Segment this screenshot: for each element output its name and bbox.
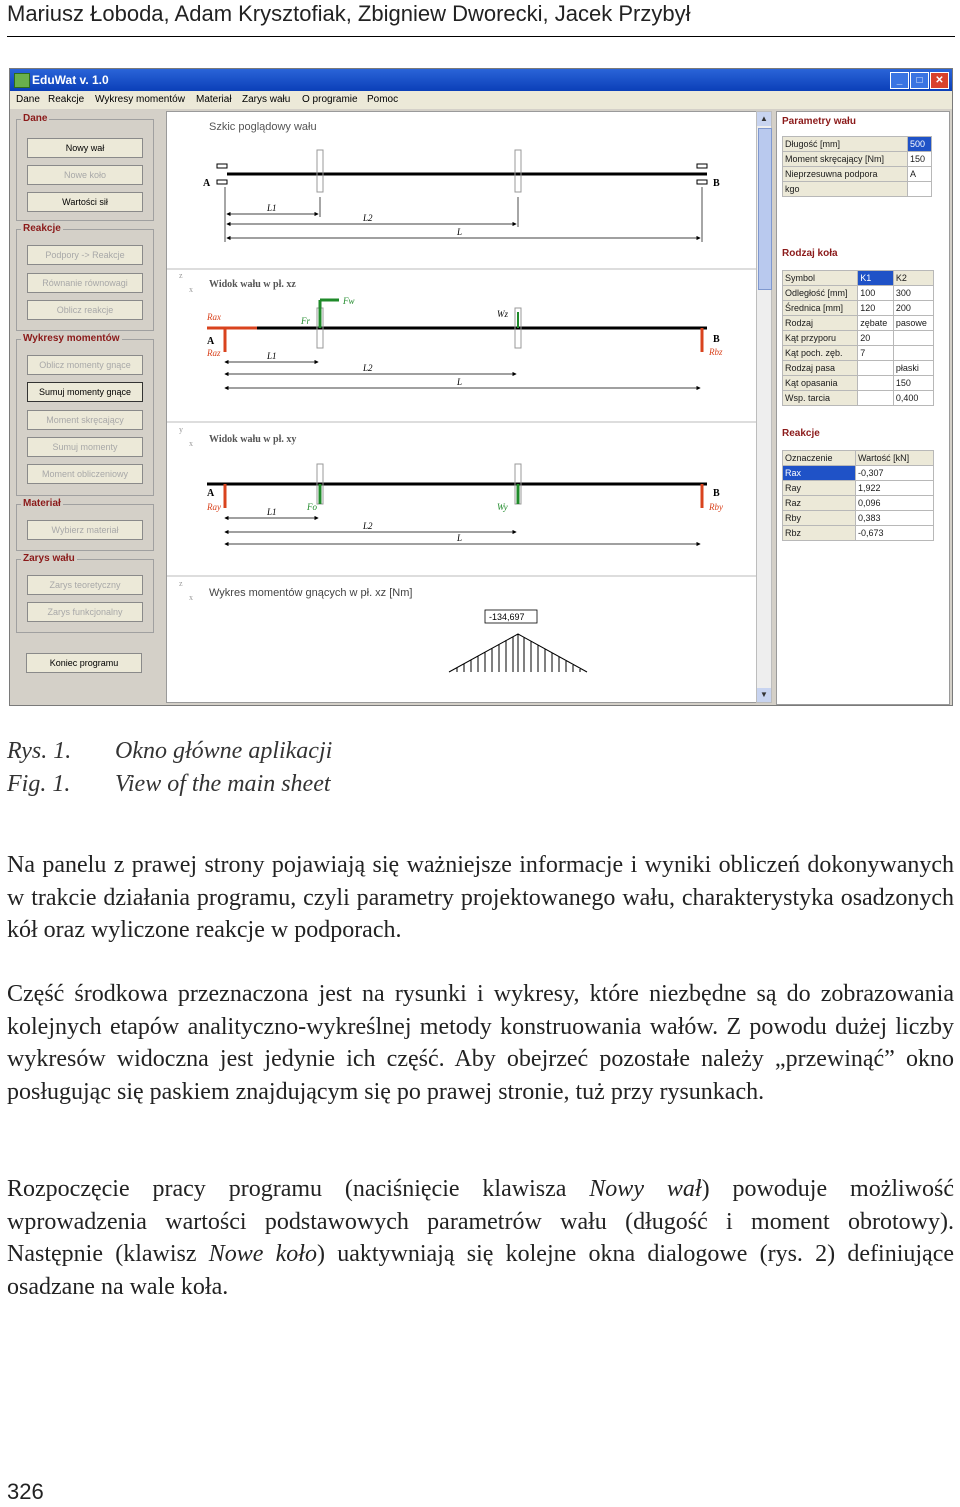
label-wz: Wz: [497, 309, 508, 319]
xz-support-b: B: [713, 334, 720, 345]
wheel-prop: Kąt poch. zęb.: [783, 346, 858, 361]
wheel-prop: Kąt przyporu: [783, 331, 858, 346]
wheel-prop: Rodzaj: [783, 316, 858, 331]
wybierz-material-button[interactable]: Wybierz materiał: [27, 520, 143, 540]
wheel-k2-value[interactable]: [893, 346, 933, 361]
caption-label-en: Fig. 1.: [7, 771, 71, 797]
canvas-scrollbar[interactable]: [756, 111, 772, 703]
wheel-k2-value[interactable]: 200: [893, 301, 933, 316]
wheel-k1-value[interactable]: 100: [858, 286, 894, 301]
menu-zarys[interactable]: Zarys wału: [242, 94, 291, 105]
paragraph-1: Na panelu z prawej strony pojawiają się ważniejsze informacje i wyniki obliczeń dokonywanych w trakcie działania programu, czyli parametry projektowanego wału, charakterystyka osadzonych kół oraz wyliczone reakcje w podporach.: [7, 852, 954, 943]
figure-caption-en: [7, 771, 331, 798]
xz-support-a: A: [207, 336, 215, 347]
wheel-prop: Wsp. tarcia: [783, 391, 858, 406]
label-wy: Wy: [497, 502, 508, 512]
dim-l2: L2: [363, 213, 373, 223]
xy-view-title: Widok wału w pł. xy: [209, 434, 297, 445]
reactions-header: Oznaczenie: [783, 451, 856, 466]
xz-dim-l1: L1: [267, 351, 277, 361]
group-reakcje: [16, 223, 154, 331]
param-value[interactable]: 500: [907, 137, 931, 152]
reaction-symbol[interactable]: Ray: [783, 481, 856, 496]
wheel-k1-value[interactable]: 20: [858, 331, 894, 346]
table-row: [783, 271, 934, 286]
reaction-symbol[interactable]: Rax: [783, 466, 856, 481]
wheel-k2-value[interactable]: płaski: [893, 361, 933, 376]
title-bar: [10, 69, 952, 91]
support-a-label: A: [203, 178, 211, 189]
table-row: [783, 301, 934, 316]
wheel-prop: Symbol: [783, 271, 858, 286]
xz-dim-l2: L2: [363, 363, 373, 373]
wheel-k2-value[interactable]: 150: [893, 376, 933, 391]
wheel-k2-value[interactable]: 300: [893, 286, 933, 301]
group-label-zarys: Zarys wału: [23, 553, 75, 564]
param-name: Moment skręcający [Nm]: [783, 152, 908, 167]
wheel-prop: Odległość [mm]: [783, 286, 858, 301]
reaction-symbol[interactable]: Rbz: [783, 526, 856, 541]
caption-text-en: View of the main sheet: [115, 771, 331, 797]
table-row: [783, 451, 934, 466]
reaction-value: -0,307: [855, 466, 933, 481]
dim-l1: L1: [267, 203, 277, 213]
group-label-material: Materiał: [23, 498, 61, 509]
sumuj-momenty-gnace-button[interactable]: Sumuj momenty gnące: [27, 382, 143, 402]
param-name: Nieprzesuwna podpora: [783, 167, 908, 182]
paragraph-3-emphasis: Nowe koło: [208, 1241, 317, 1267]
minimize-icon[interactable]: _: [890, 72, 909, 89]
scroll-thumb[interactable]: [758, 128, 772, 290]
sumuj-momenty-button[interactable]: Sumuj momenty: [27, 437, 143, 457]
label-ray: Ray: [207, 502, 221, 512]
page-number: 326: [7, 1479, 44, 1504]
xz-dim-l: L: [457, 377, 463, 387]
axis-y-label-2: y: [179, 425, 183, 434]
reaction-value: 0,096: [855, 496, 933, 511]
axis-x-label-3: x: [189, 593, 193, 602]
reaction-symbol[interactable]: Raz: [783, 496, 856, 511]
wheel-k1-value[interactable]: 120: [858, 301, 894, 316]
nowe-kolo-button[interactable]: Nowe koło: [27, 165, 143, 185]
support-b-label: B: [713, 178, 720, 189]
menu-material[interactable]: Materiał: [196, 94, 232, 105]
close-icon[interactable]: ✕: [930, 72, 949, 89]
param-value[interactable]: 150: [907, 152, 931, 167]
wheel-k2-value[interactable]: 0,400: [893, 391, 933, 406]
label-fo: Fo: [307, 502, 317, 512]
reactions-header: Wartość [kN]: [855, 451, 933, 466]
right-panel: [776, 111, 950, 705]
params-title: Parametry wału: [782, 116, 856, 127]
wheel-k1-value[interactable]: K1: [858, 271, 894, 286]
table-row: [783, 496, 934, 511]
caption-text-pl: Okno główne aplikacji: [115, 738, 333, 764]
paragraph-3-part: ) uaktywniają się kolejne okna dialogowe (rys. 2) definiujące osadzane na wale koła.: [7, 1241, 954, 1300]
label-rby: Rby: [709, 502, 723, 512]
param-name: Długość [mm]: [783, 137, 908, 152]
table-row: [783, 316, 934, 331]
paragraph-2: Część środkowa przeznaczona jest na rysunki i wykresy, które niezbędne są do zobrazowania kolejnych etapów analityczno-wykreślnej metody konstruowania wałów. Z powodu dużej liczby wykresów widoczna jest jedynie ich część. Aby obejrzeć pozostałe należy „przewinąć” okno posługując się paskiem znajdującym się po prawej stronie, tuż przy rysunkach.: [7, 981, 954, 1105]
app-window: [9, 68, 953, 706]
table-row: [783, 331, 934, 346]
xy-dim-l2: L2: [363, 521, 373, 531]
group-label-dane: Dane: [23, 113, 48, 124]
param-value[interactable]: A: [907, 167, 931, 182]
table-row: [783, 466, 934, 481]
table-row: [783, 152, 932, 167]
paragraph-3: [7, 1173, 954, 1303]
paragraph-3-emphasis: Nowy wał: [589, 1176, 702, 1202]
oblicz-reakcje-button[interactable]: Oblicz reakcje: [27, 300, 143, 320]
wheel-k1-value[interactable]: [858, 376, 894, 391]
label-rbz: Rbz: [709, 347, 723, 357]
running-header: Mariusz Łoboda, Adam Krysztofiak, Zbigniew Dworecki, Jacek Przybył: [7, 0, 955, 37]
table-row: [783, 137, 932, 152]
figure-caption-pl: [7, 738, 333, 765]
wheel-prop: Kąt opasania: [783, 376, 858, 391]
zarys-funkcjonalny-button[interactable]: Zarys funkcjonalny: [27, 602, 143, 622]
wheels-table: [782, 270, 934, 406]
rownanie-rownowagi-button[interactable]: Równanie równowagi: [27, 273, 143, 293]
label-fr: Fr: [301, 316, 310, 326]
table-row: [783, 511, 934, 526]
podpory-reakcje-button[interactable]: Podpory -> Reakcje: [27, 245, 143, 265]
wheel-k2-value[interactable]: K2: [893, 271, 933, 286]
moment-value: -134,697: [489, 612, 525, 622]
group-label-reakcje: Reakcje: [23, 223, 61, 234]
axis-x-label-1: x: [189, 285, 193, 294]
wheel-prop: Rodzaj pasa: [783, 361, 858, 376]
drawing-svg: [167, 112, 757, 702]
axis-z-label-1: z: [179, 271, 183, 280]
reactions-title: Reakcje: [782, 428, 820, 439]
drawing-canvas: [166, 111, 758, 703]
sketch-title: Szkic poglądowy wału: [209, 121, 317, 133]
axis-x-label-2: x: [189, 439, 193, 448]
wheel-k1: [317, 150, 323, 192]
bearing-a: [217, 164, 227, 184]
wheel-k2-value[interactable]: pasowe: [893, 316, 933, 331]
koniec-programu-button[interactable]: Koniec programu: [26, 653, 142, 673]
label-fw: Fw: [343, 296, 355, 306]
nowy-wal-button[interactable]: Nowy wał: [27, 138, 143, 158]
group-label-wykresy: Wykresy momentów: [23, 333, 120, 344]
table-row: [783, 481, 934, 496]
menu-wykresy[interactable]: Wykresy momentów: [95, 94, 185, 105]
wheel-k1-value[interactable]: zębate: [858, 316, 894, 331]
menu-dane[interactable]: Dane: [16, 94, 40, 105]
moment-skrecajacy-button[interactable]: Moment skręcający: [27, 410, 143, 430]
wheel-k2-value[interactable]: [893, 331, 933, 346]
xy-dim-l: L: [457, 533, 463, 543]
menu-reakcje[interactable]: Reakcje: [48, 94, 85, 105]
table-row: [783, 376, 934, 391]
menu-bar: [10, 91, 952, 109]
wheel-k1-value[interactable]: [858, 361, 894, 376]
label-raz: Raz: [207, 348, 221, 358]
group-material: [16, 498, 154, 551]
reaction-value: 1,922: [855, 481, 933, 496]
wheel-prop: Średnica [mm]: [783, 301, 858, 316]
scroll-down-icon[interactable]: ▼: [757, 688, 771, 702]
moment-title: Wykres momentów gnących w pł. xz [Nm]: [209, 587, 413, 599]
group-dane: [16, 113, 154, 221]
group-wykresy: [16, 333, 154, 496]
scroll-up-icon[interactable]: ▲: [757, 112, 771, 126]
params-table: [782, 136, 932, 197]
wheels-title: Rodzaj koła: [782, 248, 838, 259]
xz-view-title: Widok wału w pł. xz: [209, 279, 296, 290]
caption-label-pl: Rys. 1.: [7, 738, 72, 764]
window-title: EduWat v. 1.0: [32, 73, 109, 87]
group-zarys: [16, 553, 154, 633]
reaction-symbol[interactable]: Rby: [783, 511, 856, 526]
app-icon: [14, 73, 30, 88]
table-row: [783, 167, 932, 182]
maximize-icon[interactable]: □: [910, 72, 929, 89]
wheel-k1-value[interactable]: 7: [858, 346, 894, 361]
axis-z-label-3: z: [179, 579, 183, 588]
xy-support-b: B: [713, 488, 720, 499]
menu-o-programie[interactable]: O programie: [302, 94, 358, 105]
menu-pomoc[interactable]: Pomoc: [367, 94, 399, 105]
xy-dim-l1: L1: [267, 507, 277, 517]
table-row: [783, 391, 934, 406]
left-panel: [16, 113, 152, 699]
wartosci-sil-button[interactable]: Wartości sił: [27, 192, 143, 212]
dim-l: L: [457, 227, 463, 237]
moment-hatching: [457, 634, 580, 672]
label-rax: Rax: [207, 312, 221, 322]
paragraph-3-part: Rozpoczęcie pracy programu (naciśnięcie klawisza: [7, 1176, 590, 1202]
oblicz-momenty-button[interactable]: Oblicz momenty gnące: [27, 355, 143, 375]
xy-support-a: A: [207, 488, 215, 499]
wheel-k1-value[interactable]: [858, 391, 894, 406]
reactions-table: [782, 450, 934, 541]
reaction-value: -0,673: [855, 526, 933, 541]
zarys-teoretyczny-button[interactable]: Zarys teoretyczny: [27, 575, 143, 595]
table-row: [783, 346, 934, 361]
paragraph-3-part: ) powoduje możliwość wprowadzenia wartości podstawowych parametrów wału (długość i moment obrotowy). Następnie (klawisz: [7, 1176, 955, 1267]
table-row: [783, 182, 932, 197]
moment-obliczeniowy-button[interactable]: Moment obliczeniowy: [27, 464, 143, 484]
table-row: [783, 361, 934, 376]
wheel-k2: [515, 150, 521, 192]
table-row: [783, 526, 934, 541]
param-name: kgo: [783, 182, 908, 197]
table-row: [783, 286, 934, 301]
reaction-value: 0,383: [855, 511, 933, 526]
param-value[interactable]: [907, 182, 931, 197]
